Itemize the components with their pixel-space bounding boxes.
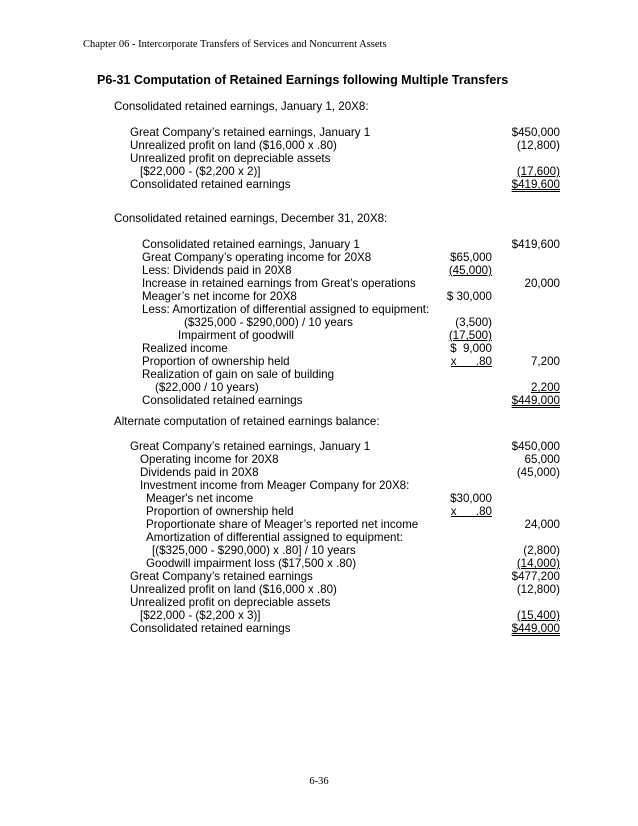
line-amount: 2,200 — [530, 381, 560, 394]
line-amount: $450,000 — [511, 126, 560, 139]
line-row — [0, 466, 638, 479]
line-label: Unrealized profit on depreciable assets — [130, 152, 331, 165]
line-amount: $419,600 — [511, 178, 560, 191]
line-row — [0, 139, 638, 152]
line-amount: $419,600 — [511, 238, 560, 251]
line-subtotal: x .80 — [450, 355, 492, 368]
line-row — [0, 303, 638, 316]
line-row — [0, 492, 638, 505]
line-amount: $450,000 — [511, 440, 560, 453]
line-amount: (15,400) — [516, 609, 560, 622]
problem-title: P6-31 Computation of Retained Earnings following Multiple Transfers — [97, 73, 509, 87]
line-row — [0, 316, 638, 329]
line-row — [0, 178, 638, 191]
line-row — [0, 368, 638, 381]
line-row — [0, 479, 638, 492]
line-row — [0, 609, 638, 622]
line-label: ($325,000 - $290,000) / 10 years — [184, 316, 353, 329]
line-label: Realized income — [142, 342, 228, 355]
line-row — [0, 212, 638, 225]
line-label: Unrealized profit on land ($16,000 x .80) — [130, 583, 337, 596]
line-label: Less: Amortization of differential assigned to equipment: — [142, 303, 430, 316]
line-label: Consolidated retained earnings — [142, 394, 303, 407]
line-row — [0, 505, 638, 518]
line-row — [0, 126, 638, 139]
line-amount: (12,800) — [516, 139, 560, 152]
line-amount: (14,000) — [516, 557, 560, 570]
line-row — [0, 100, 638, 113]
line-row — [0, 290, 638, 303]
line-subtotal: (3,500) — [455, 316, 492, 329]
line-subtotal: (17,500) — [448, 329, 492, 342]
line-row — [0, 557, 638, 570]
line-label: [$22,000 - ($2,200 x 3)] — [140, 609, 261, 622]
line-label: Goodwill impairment loss ($17,500 x .80) — [146, 557, 357, 570]
line-label: Consolidated retained earnings, January 1, 20X8: — [114, 100, 369, 113]
line-amount: 7,200 — [530, 355, 560, 368]
line-row — [0, 531, 638, 544]
line-row — [0, 329, 638, 342]
line-row — [0, 238, 638, 251]
line-label: Proportionate share of Meager’s reported net income — [146, 518, 419, 531]
line-label: Unrealized profit on depreciable assets — [130, 596, 331, 609]
line-row — [0, 518, 638, 531]
line-row — [0, 342, 638, 355]
line-row — [0, 583, 638, 596]
line-label: Consolidated retained earnings, December 31, 20X8: — [114, 212, 388, 225]
line-row — [0, 277, 638, 290]
line-row — [0, 355, 638, 368]
line-amount: (17,600) — [516, 165, 560, 178]
line-row — [0, 596, 638, 609]
line-label: Great Company’s retained earnings, January 1 — [130, 440, 371, 453]
line-amount: 65,000 — [524, 453, 560, 466]
line-subtotal: $65,000 — [450, 251, 492, 264]
line-label: Operating income for 20X8 — [140, 453, 279, 466]
line-subtotal: $ 9,000 — [450, 342, 492, 355]
line-subtotal: $ 30,000 — [446, 290, 492, 303]
line-label: Consolidated retained earnings — [130, 622, 291, 635]
line-label: Proportion of ownership held — [146, 505, 294, 518]
line-row — [0, 251, 638, 264]
line-label: Alternate computation of retained earnings balance: — [114, 415, 380, 428]
line-label: Investment income from Meager Company for 20X8: — [140, 479, 410, 492]
line-row — [0, 165, 638, 178]
line-amount: 24,000 — [524, 518, 560, 531]
line-label: Realization of gain on sale of building — [142, 368, 335, 381]
line-row — [0, 453, 638, 466]
line-row — [0, 264, 638, 277]
line-amount: (2,800) — [523, 544, 560, 557]
line-label: Proportion of ownership held — [142, 355, 290, 368]
line-amount: 20,000 — [524, 277, 560, 290]
line-amount: $477,200 — [511, 570, 560, 583]
line-row — [0, 381, 638, 394]
line-subtotal: $30,000 — [450, 492, 492, 505]
line-label: ($22,000 / 10 years) — [155, 381, 259, 394]
line-row — [0, 415, 638, 428]
line-label: Dividends paid in 20X8 — [140, 466, 259, 479]
line-row — [0, 394, 638, 407]
line-label: [($325,000 - $290,000) x .80] / 10 years — [152, 544, 356, 557]
line-label: Unrealized profit on land ($16,000 x .80) — [130, 139, 337, 152]
line-label: Great Company’s retained earnings — [130, 570, 313, 583]
line-label: Less: Dividends paid in 20X8 — [142, 264, 292, 277]
line-amount: (12,800) — [516, 583, 560, 596]
line-row — [0, 622, 638, 635]
line-subtotal: (45,000) — [448, 264, 492, 277]
line-amount: $449,000 — [511, 394, 560, 407]
line-label: Meager’s net income for 20X8 — [142, 290, 297, 303]
line-label: Great Company’s operating income for 20X8 — [142, 251, 372, 264]
line-label: Amortization of differential assigned to equipment: — [146, 531, 403, 544]
line-label: Great Company’s retained earnings, January 1 — [130, 126, 371, 139]
line-label: [$22,000 - ($2,200 x 2)] — [140, 165, 261, 178]
line-subtotal: x .80 — [450, 505, 492, 518]
line-row — [0, 440, 638, 453]
line-label: Consolidated retained earnings — [130, 178, 291, 191]
line-row — [0, 544, 638, 557]
line-amount: (45,000) — [516, 466, 560, 479]
page-number: 6-36 — [309, 776, 329, 787]
line-row — [0, 152, 638, 165]
line-label: Increase in retained earnings from Great’s operations — [142, 277, 416, 290]
line-label: Consolidated retained earnings, January 1 — [142, 238, 360, 251]
line-amount: $449,000 — [511, 622, 560, 635]
page-header: Chapter 06 - Intercorporate Transfers of Services and Noncurrent Assets — [83, 39, 387, 50]
line-label: Meager's net income — [146, 492, 254, 505]
line-row — [0, 570, 638, 583]
line-label: Impairment of goodwill — [178, 329, 294, 342]
